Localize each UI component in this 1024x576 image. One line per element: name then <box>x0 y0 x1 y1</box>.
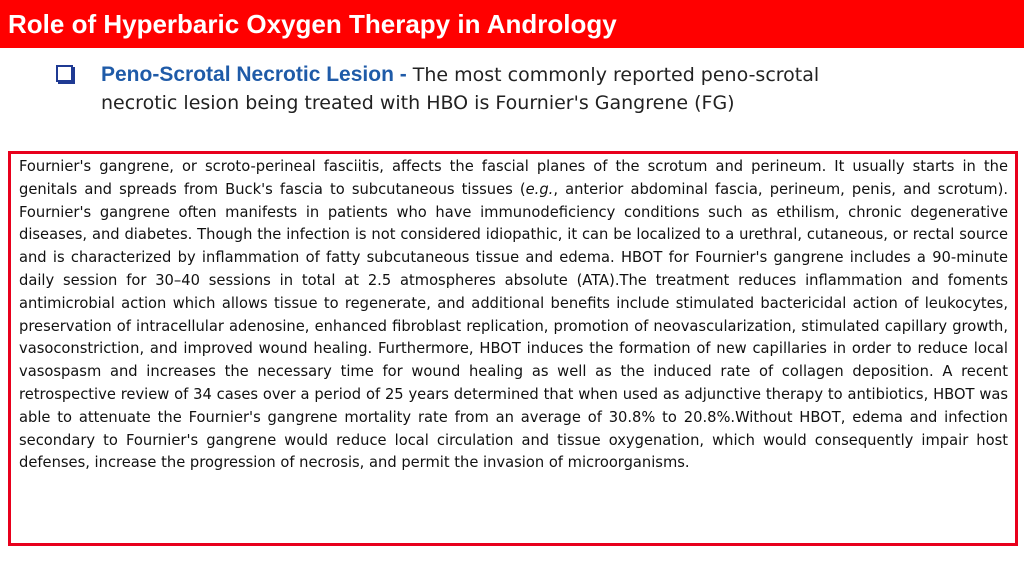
paragraph-part-1: Fournier's gangrene, or scroto-perineal fasciitis, affects the fascial planes of the scrotum and perineum. It usually starts in the genitals and spreads from Buck's fascia to subcutaneous tissues ( <box>19 158 1008 198</box>
paragraph-eg: e.g. <box>525 180 554 198</box>
highlighted-text-box <box>8 151 1018 546</box>
bullet-body: The most commonly reported peno-scrotal necrotic lesion being treated with HBO is Fournier's Gangrene (FG) <box>101 64 820 114</box>
paragraph-part-2: , anterior abdominal fascia, perineum, penis, and scrotum). Fournier's gangrene often manifests in patients who have immunodeficiency conditions such as ethilism, chronic degenerative diseases, and diabetes. Though the infection is not considered idiopathic, it can be localized to a urethral, cutaneous, or rectal source and is characterized by inflammation of fatty subcutaneous tissue and edema. HBOT for Fournier's gangrene includes a 90-minute daily session for 30–40 sessions in total at 2.5 atmospheres absolute (ATA).The treatment reduces inflammation and foments antimicrobial action which allows tissue to regenerate, and additional benefits include stimulated bactericidal action of leukocytes, preservation of intracellular adenosine, enhanced fibroblast replication, promotion of neovascularization, stimulated capillary growth, vasoconstriction, and improved wound healing. Furthermore, HBOT induces the formation of new capillaries in order to reduce local vasospasm and increases the necessary time for wound healing as well as the induced rate of collagen deposition. A recent retrospective review of 34 cases over a period of 25 years determined that when used as adjunctive therapy to antibiotics, HBOT was able to attenuate the Fournier's gangrene mortality rate from an average of 30.8% to 20.8%.Without HBOT, edema and infection secondary to Fournier's gangrene would reduce local circulation and tissue oxygenation, which would consequently impair host defenses, increase the progression of necrosis, and permit the invasion of microorganisms. <box>19 180 1009 472</box>
bullet-text <box>101 61 821 117</box>
hollow-square-bullet-icon <box>56 65 73 82</box>
bullet-heading: Peno-Scrotal Necrotic Lesion - <box>101 63 407 86</box>
slide-title: Role of Hyperbaric Oxygen Therapy in Andrology <box>8 8 617 39</box>
title-bar <box>0 0 1024 48</box>
body-paragraph <box>19 156 1008 475</box>
